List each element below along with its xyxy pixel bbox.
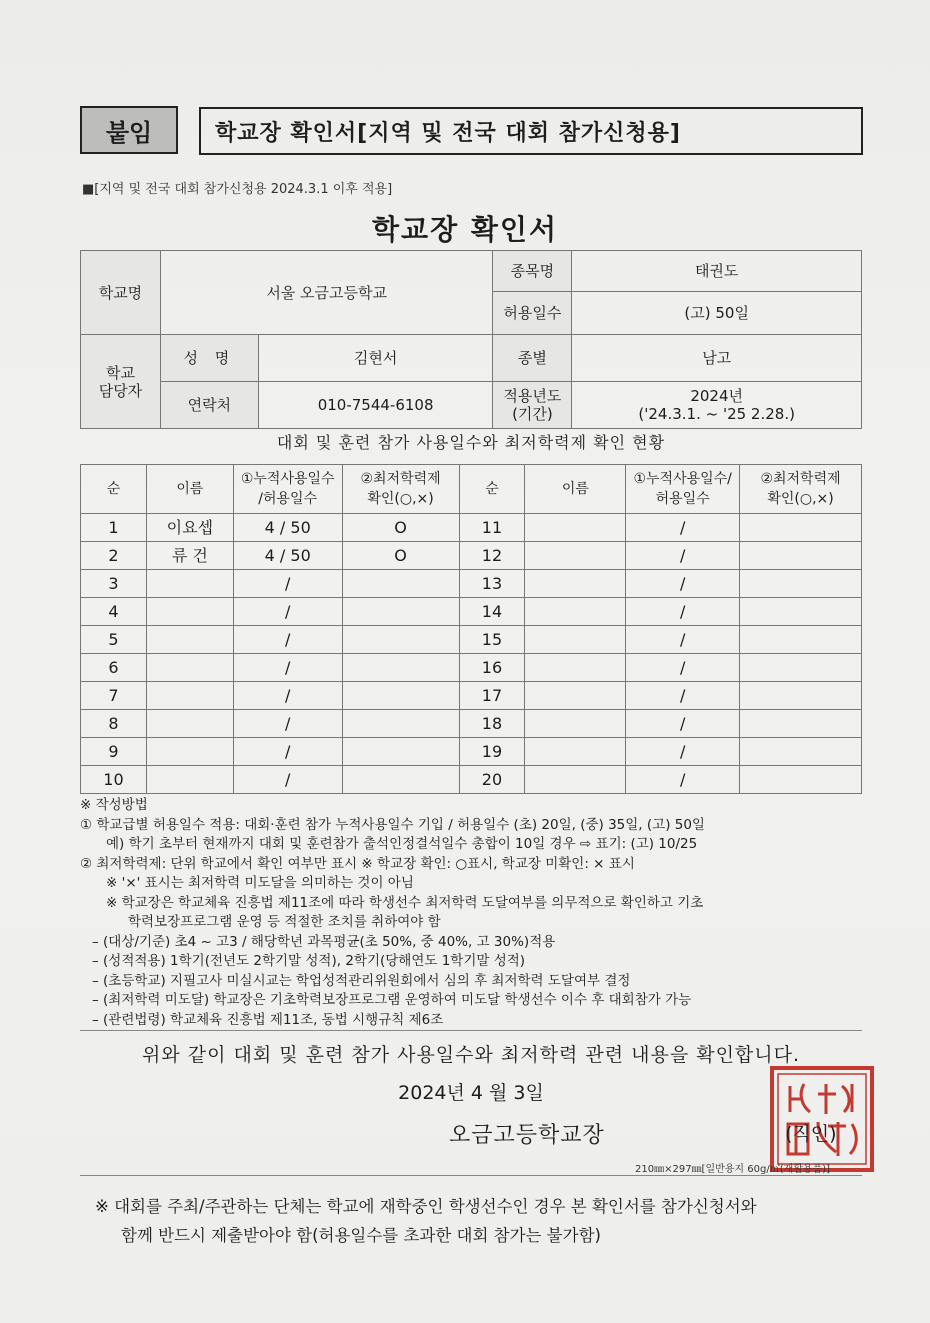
used-days: /: [626, 682, 740, 710]
academic-check: [740, 514, 862, 542]
used-days: /: [233, 626, 342, 654]
academic-check: [740, 654, 862, 682]
allowed-days-label: 허용일수: [493, 292, 572, 335]
instruction-line: – (최저학력 미도달) 학교장은 기초학력보장프로그램 운영하여 미도달 학생선수 이수 후 대회참가 가능: [92, 992, 692, 1008]
used-days: /: [626, 626, 740, 654]
school-label: 학교명: [81, 251, 161, 335]
school-info-table: [80, 250, 862, 429]
athlete-name: [146, 598, 233, 626]
issue-date: 2024년 4 월 3일: [398, 1082, 544, 1104]
row-number: 1: [81, 514, 147, 542]
used-days: /: [233, 570, 342, 598]
sport-value: 태권도: [572, 251, 862, 292]
row-number: 16: [459, 654, 525, 682]
athlete-name: [146, 766, 233, 794]
attachment-badge: 붙임: [80, 106, 178, 154]
used-days: /: [233, 766, 342, 794]
record-row: [81, 710, 862, 738]
academic-check: [740, 766, 862, 794]
academic-check: [342, 654, 459, 682]
name-value: 김현서: [258, 335, 493, 382]
academic-check: [740, 738, 862, 766]
athlete-name: [525, 514, 626, 542]
instruction-line: – (성적적용) 1학기(전년도 2학기말 성적), 2학기(당해연도 1학기말 성적): [92, 953, 526, 969]
record-row: [81, 654, 862, 682]
contact-value: 010-7544-6108: [258, 382, 493, 429]
row-number: 13: [459, 570, 525, 598]
used-days: /: [626, 654, 740, 682]
instructions: [80, 796, 870, 1030]
record-row: [81, 626, 862, 654]
record-row: [81, 570, 862, 598]
used-days: /: [626, 598, 740, 626]
document-title: 학교장 확인서: [371, 213, 559, 246]
instruction-line: ① 학교급별 허용일수 적용: 대회·훈련 참가 누적사용일수 기입 / 허용일수 (초) 20일, (중) 35일, (고) 50일: [80, 816, 705, 833]
principal-title: 오금고등학교장: [449, 1123, 605, 1148]
section-title: 대회 및 훈련 참가 사용일수와 최저학력제 확인 현황: [276, 433, 666, 452]
athlete-name: [146, 682, 233, 710]
academic-check: [342, 710, 459, 738]
instruction-line: ※ '×' 표시는 최저학력 미도달을 의미하는 것이 아님: [106, 875, 414, 891]
row-number: 11: [459, 514, 525, 542]
row-number: 18: [459, 710, 525, 738]
submission-note-line: 함께 반드시 제출받아야 함(허용일수를 초과한 대회 참가는 불가함): [121, 1226, 601, 1245]
row-number: 14: [459, 598, 525, 626]
used-days: /: [233, 682, 342, 710]
athlete-name: [525, 766, 626, 794]
athlete-name: 이요셉: [146, 514, 233, 542]
paper-spec: 210㎜×297㎜[일반용지 60g/㎡(재활용품)]: [635, 1164, 831, 1175]
records-header-row: [81, 465, 862, 514]
seal-label: (직인): [785, 1123, 837, 1145]
athlete-name: [146, 710, 233, 738]
academic-check: O: [342, 542, 459, 570]
instruction-line: ※ 학교장은 학교체육 진흥법 제11조에 따라 학생선수 최저학력 도달여부를 의무적으로 확인하고 기초: [106, 894, 704, 911]
divider: [80, 1030, 862, 1031]
instruction-line: 학력보장프로그램 운영 등 적절한 조치를 취하여야 함: [128, 914, 441, 930]
athlete-name: [525, 626, 626, 654]
athlete-name: [146, 570, 233, 598]
record-row: [81, 542, 862, 570]
instruction-line: – (초등학교) 지필고사 미실시교는 학업성적관리위원회에서 심의 후 최저학력 도달여부 결정: [92, 972, 631, 989]
academic-check: [342, 598, 459, 626]
instruction-line: ② 최저학력제: 단위 학교에서 확인 여부만 표시 ※ 학교장 확인: ○표시, 학교장 미확인: × 표시: [80, 855, 635, 872]
academic-check: O: [342, 514, 459, 542]
row-number: 20: [459, 766, 525, 794]
academic-check: [740, 542, 862, 570]
submission-note: [95, 1192, 757, 1250]
row-number: 17: [459, 682, 525, 710]
used-days: /: [233, 598, 342, 626]
used-days: /: [626, 514, 740, 542]
academic-check: [740, 710, 862, 738]
athlete-name: [525, 654, 626, 682]
record-row: [81, 738, 862, 766]
row-number: 3: [81, 570, 147, 598]
row-number: 4: [81, 598, 147, 626]
academic-check: [740, 682, 862, 710]
athlete-name: 류 건: [146, 542, 233, 570]
name-label: 성 명: [160, 335, 258, 382]
col-check: ②최저학력제 확인(○,×): [342, 465, 459, 514]
academic-check: [342, 626, 459, 654]
academic-check: [740, 626, 862, 654]
athlete-name: [525, 598, 626, 626]
row-number: 6: [81, 654, 147, 682]
academic-check: [740, 570, 862, 598]
academic-check: [342, 570, 459, 598]
used-days: /: [626, 738, 740, 766]
col-days: ①누적사용일수 /허용일수: [233, 465, 342, 514]
used-days: /: [233, 738, 342, 766]
used-days: /: [233, 710, 342, 738]
header-title-box: 학교장 확인서[지역 및 전국 대회 참가신청용]: [199, 107, 863, 155]
col-name: 이름: [146, 465, 233, 514]
row-number: 5: [81, 626, 147, 654]
academic-check: [740, 598, 862, 626]
used-days: /: [626, 766, 740, 794]
used-days: /: [626, 570, 740, 598]
instructions-title: ※ 작성방법: [80, 797, 148, 813]
category-value: 남고: [572, 335, 862, 382]
row-number: 12: [459, 542, 525, 570]
col-no: 순: [81, 465, 147, 514]
submission-note-line: ※ 대회를 주최/주관하는 단체는 학교에 재학중인 학생선수인 경우 본 확인서를 참가신청서와: [95, 1197, 757, 1216]
used-days: 4 / 50: [233, 514, 342, 542]
instruction-line: – (대상/기준) 초4 ~ 고3 / 해당학년 과목평균(초 50%, 중 40%, 고 30%)적용: [92, 933, 556, 950]
col-name-2: 이름: [525, 465, 626, 514]
row-number: 10: [81, 766, 147, 794]
allowed-days-value: (고) 50일: [572, 292, 862, 335]
row-number: 15: [459, 626, 525, 654]
row-number: 8: [81, 710, 147, 738]
contact-label: 연락처: [160, 382, 258, 429]
row-number: 7: [81, 682, 147, 710]
applicability-note: ■[지역 및 전국 대회 참가신청용 2024.3.1 이후 적용]: [82, 182, 393, 197]
record-row: [81, 598, 862, 626]
athlete-name: [146, 738, 233, 766]
school-value: 서울 오금고등학교: [160, 251, 493, 335]
record-row: [81, 682, 862, 710]
used-days: /: [233, 654, 342, 682]
athlete-name: [146, 654, 233, 682]
instruction-line: 예) 학기 초부터 현재까지 대회 및 훈련참가 출석인정결석일수 총합이 10일 경우 ⇨ 표기: (고) 10/25: [106, 836, 698, 852]
athlete-name: [525, 570, 626, 598]
manager-label: 학교 담당자: [81, 335, 161, 429]
academic-check: [342, 766, 459, 794]
record-row: [81, 766, 862, 794]
record-row: [81, 514, 862, 542]
athlete-name: [525, 682, 626, 710]
col-check-2: ②최저학력제 확인(○,×): [740, 465, 862, 514]
usage-records-table: [80, 464, 862, 794]
athlete-name: [525, 738, 626, 766]
used-days: /: [626, 710, 740, 738]
used-days: /: [626, 542, 740, 570]
divider: [80, 1175, 862, 1176]
col-days-2: ①누적사용일수/ 허용일수: [626, 465, 740, 514]
academic-check: [342, 738, 459, 766]
athlete-name: [525, 710, 626, 738]
sport-label: 종목명: [493, 251, 572, 292]
instruction-line: – (관련법령) 학교체육 진흥법 제11조, 동법 시행규칙 제6조: [92, 1011, 444, 1028]
athlete-name: [146, 626, 233, 654]
academic-check: [342, 682, 459, 710]
category-label: 종별: [493, 335, 572, 382]
row-number: 9: [81, 738, 147, 766]
athlete-name: [525, 542, 626, 570]
row-number: 19: [459, 738, 525, 766]
used-days: 4 / 50: [233, 542, 342, 570]
year-value: 2024년 ('24.3.1. ~ '25 2.28.): [572, 382, 862, 429]
year-label: 적용년도 (기간): [493, 382, 572, 429]
row-number: 2: [81, 542, 147, 570]
confirmation-statement: 위와 같이 대회 및 훈련 참가 사용일수와 최저학력 관련 내용을 확인합니다.: [141, 1044, 801, 1066]
col-no-2: 순: [459, 465, 525, 514]
